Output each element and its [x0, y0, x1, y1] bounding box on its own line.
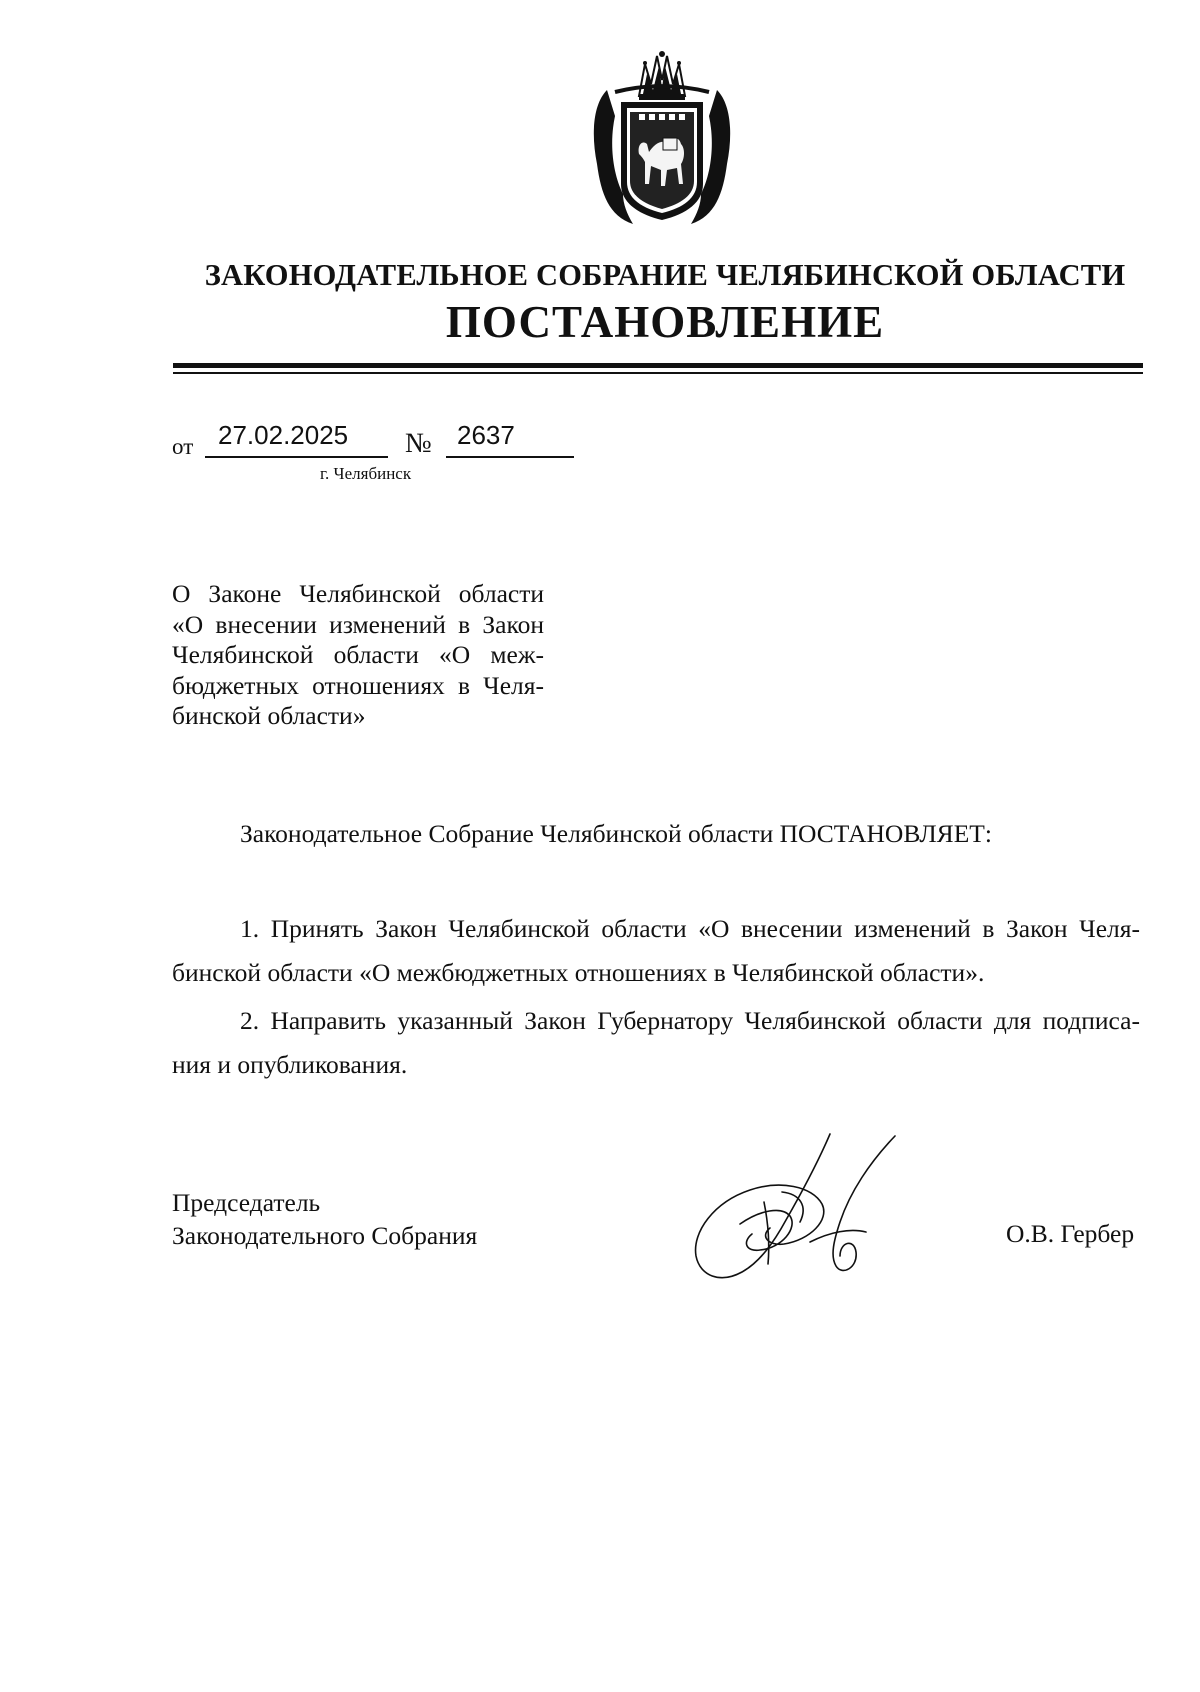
- number-label: №: [405, 428, 432, 459]
- paragraph-line: 2. Направить указанный Закон Губернатору Челябинской области для подписа-: [240, 1006, 1140, 1035]
- header-rule-thin: [173, 372, 1143, 374]
- number-underline: [446, 456, 574, 458]
- coat-of-arms-icon: [587, 44, 737, 234]
- subject-line: «О внесении изменений в Закон: [172, 609, 544, 639]
- document-date: 27.02.2025: [218, 420, 349, 450]
- document-number: 2637: [457, 420, 515, 450]
- signatory-title-line: Законодательного Собрания: [172, 1221, 478, 1250]
- signature-icon: [690, 1132, 935, 1282]
- document-subject: [172, 579, 544, 732]
- paragraph-line: 1. Принять Закон Челябинской области «О внесении изменений в Закон Челя-: [240, 914, 1140, 943]
- subject-line: бюджетных отношениях в Челя-: [172, 670, 544, 700]
- organization-title: ЗАКОНОДАТЕЛЬНОЕ СОБРАНИЕ ЧЕЛЯБИНСКОЙ ОБЛАСТИ: [204, 258, 1126, 292]
- subject-line: бинской области»: [172, 701, 366, 730]
- date-underline: [205, 456, 388, 458]
- paragraph-line: ния и опубликования.: [172, 1050, 408, 1079]
- signatory-title-line: Председатель: [172, 1188, 321, 1217]
- header-rule-thick: [173, 363, 1143, 368]
- subject-line: Челябинской области «О меж-: [172, 640, 544, 669]
- document-type-title: ПОСТАНОВЛЕНИЕ: [445, 297, 885, 347]
- resolution-item-2: [172, 999, 1140, 1087]
- signatory-title: [172, 1186, 477, 1252]
- signatory-name: О.В. Гербер: [1006, 1219, 1135, 1248]
- date-label: от: [172, 434, 194, 459]
- paragraph-line: бинской области «О межбюджетных отношениях в Челябинской области».: [172, 958, 985, 987]
- subject-line: О Законе Челябинской области: [172, 579, 544, 608]
- resolution-item-1: [172, 907, 1140, 995]
- preamble: Законодательное Собрание Челябинской области ПОСТАНОВЛЯЕТ:: [240, 819, 992, 848]
- city: г. Челябинск: [320, 464, 412, 483]
